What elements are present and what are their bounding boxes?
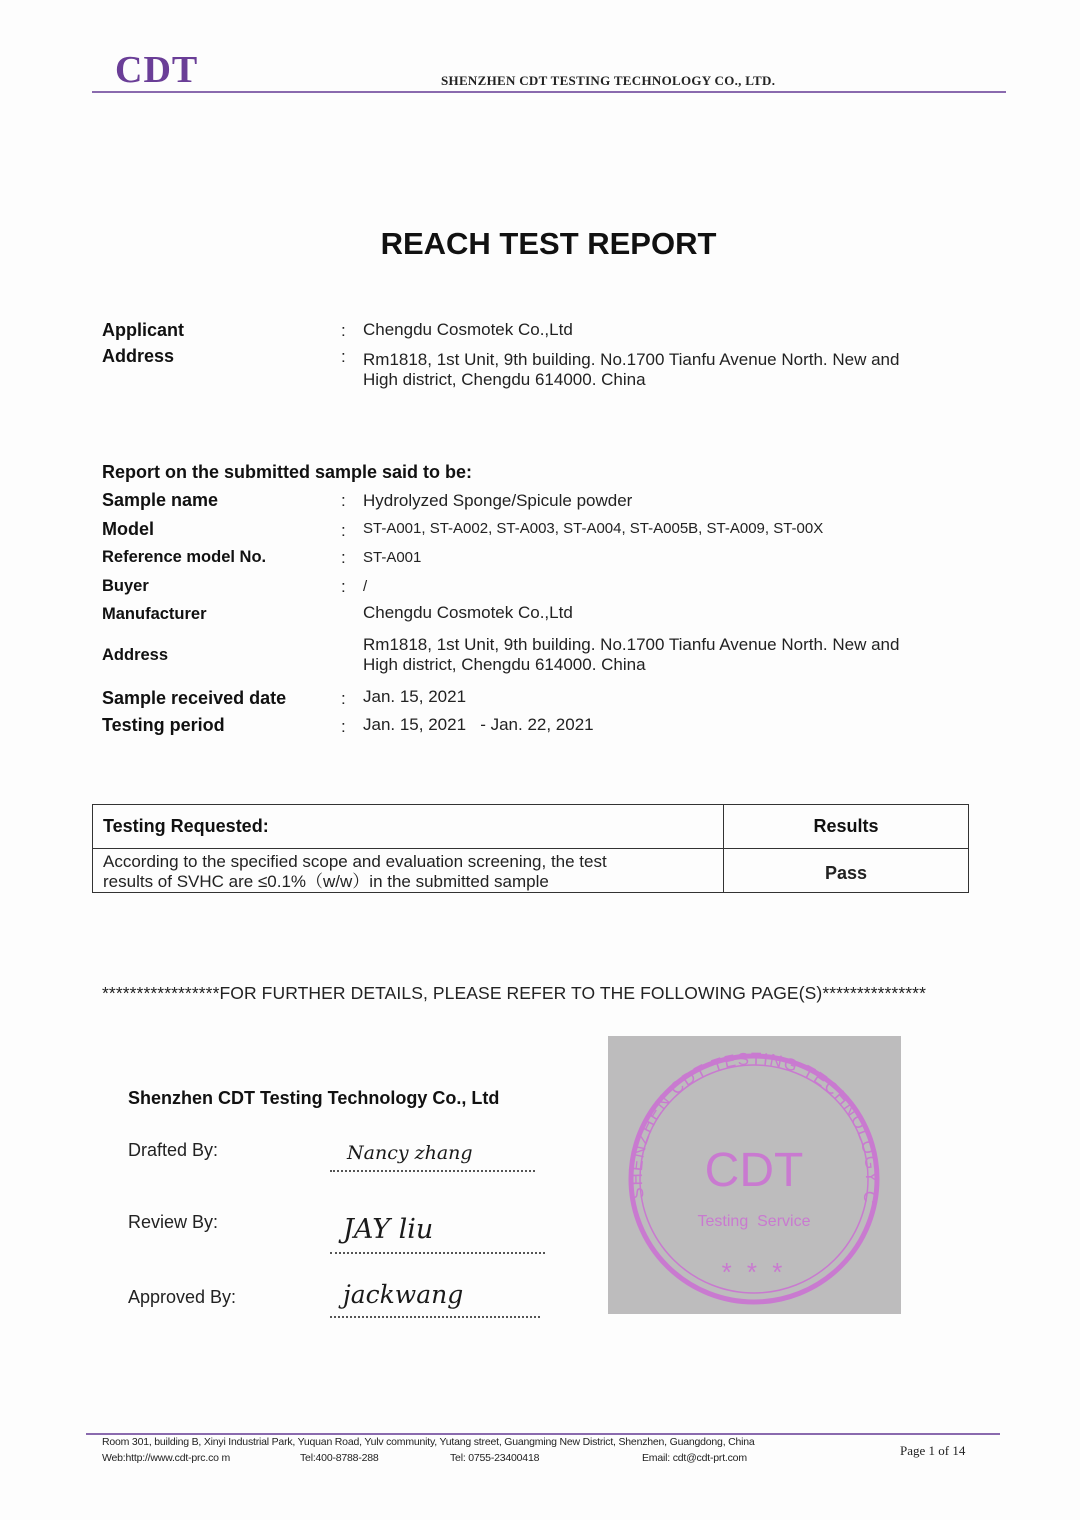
results-table-row [93, 849, 969, 893]
report-title: REACH TEST REPORT [380, 226, 717, 261]
testing-requested-line1: According to the specified scope and evaluation screening, the test [103, 852, 607, 871]
signature-company: Shenzhen CDT Testing Technology Co., Ltd [128, 1088, 500, 1108]
seal-stars: * * * [721, 1257, 787, 1287]
further-details-note: *****************FOR FURTHER DETAILS, PLEASE REFER TO THE FOLLOWING PAGE(S)*************** [102, 983, 926, 1003]
approved-by-line [330, 1316, 540, 1318]
applicant-address-line2: High district, Chengdu 614000. China [363, 370, 646, 389]
footer-address: Room 301, building B, Xinyi Industrial Park, Yuquan Road, Yulv community, Yutang street, Guangming New District, Shenzhen, Guangdong, China [102, 1436, 755, 1448]
buyer-label: Buyer [102, 577, 149, 595]
sample-name-colon: : [341, 491, 346, 510]
approved-by-signature: jackwang [343, 1280, 464, 1309]
header-company-name: SHENZHEN CDT TESTING TECHNOLOGY CO., LTD. [441, 73, 776, 88]
manufacturer-address-label: Address [102, 646, 169, 664]
manufacturer-value: Chengdu Cosmotek Co.,Ltd [363, 603, 573, 622]
footer-divider [86, 1433, 1000, 1435]
manufacturer-label: Manufacturer [102, 605, 207, 623]
footer-tel-1: Tel:400-8788-288 [300, 1452, 379, 1464]
testing-period-colon: : [341, 717, 346, 736]
buyer-value: / [363, 578, 368, 595]
model-colon: : [341, 521, 346, 540]
seal-service-text: Testing Service [697, 1213, 811, 1230]
manufacturer-address-line2: High district, Chengdu 614000. China [363, 655, 646, 674]
results-table [92, 804, 969, 893]
sample-name-value: Hydrolyzed Sponge/Spicule powder [363, 491, 633, 510]
manufacturer-address-line1: Rm1818, 1st Unit, 9th building. No.1700 Tianfu Avenue North. New and [363, 635, 900, 654]
results-header: Results [724, 805, 969, 849]
footer-email: Email: cdt@cdt-prt.com [642, 1452, 747, 1464]
seal-ring-text: SHENZHEN CDT TESTING TECHNOLOGY C [626, 1049, 882, 1207]
applicant-label: Applicant [102, 320, 185, 340]
footer-website: Web:http://www.cdt-prc.co m [102, 1452, 231, 1464]
seal-center-text: CDT [704, 1144, 804, 1197]
drafted-by-signature: Nancy zhang [347, 1142, 473, 1164]
review-by-line [330, 1252, 545, 1254]
sample-section-title: Report on the submitted sample said to be: [102, 462, 473, 482]
testing-requested-line2: results of SVHC are ≤0.1%（w/w）in the submitted sample [103, 872, 549, 891]
applicant-address-colon: : [341, 347, 346, 366]
seal-icon [608, 1036, 901, 1314]
drafted-by-line [330, 1170, 535, 1172]
ref-model-colon: : [341, 548, 346, 567]
header-divider [92, 91, 1006, 93]
testing-requested-header: Testing Requested: [93, 805, 724, 849]
applicant-address-value [363, 350, 899, 390]
model-value: ST-A001, ST-A002, ST-A003, ST-A004, ST-A005B, ST-A009, ST-00X [363, 520, 824, 537]
results-table-header-row [93, 805, 969, 849]
drafted-by-label: Drafted By: [128, 1140, 219, 1160]
applicant-value: Chengdu Cosmotek Co.,Ltd [363, 320, 573, 339]
testing-period-label: Testing period [102, 715, 225, 735]
sample-name-label: Sample name [102, 490, 219, 510]
approved-by-label: Approved By: [128, 1287, 237, 1307]
model-label: Model [102, 519, 154, 539]
company-seal [608, 1036, 901, 1314]
testing-period-value: Jan. 15, 2021 - Jan. 22, 2021 [363, 715, 594, 734]
buyer-colon: : [341, 577, 346, 596]
review-by-label: Review By: [128, 1212, 219, 1232]
testing-requested-cell [93, 849, 724, 893]
page-number: Page 1 of 14 [900, 1443, 966, 1458]
received-date-value: Jan. 15, 2021 [363, 687, 467, 706]
applicant-address-line1: Rm1818, 1st Unit, 9th building. No.1700 Tianfu Avenue North. New and [363, 350, 900, 369]
applicant-address-label: Address [102, 346, 175, 366]
manufacturer-address-value [363, 635, 899, 675]
ref-model-label: Reference model No. [102, 548, 267, 566]
result-pass-cell: Pass [724, 849, 969, 893]
received-date-colon: : [341, 689, 346, 708]
applicant-colon: : [341, 321, 346, 340]
footer-tel-2: Tel: 0755-23400418 [450, 1452, 540, 1464]
company-logo: CDT [115, 49, 199, 91]
ref-model-value: ST-A001 [363, 549, 422, 566]
review-by-signature: JAY liu [343, 1214, 434, 1245]
received-date-label: Sample received date [102, 688, 287, 708]
